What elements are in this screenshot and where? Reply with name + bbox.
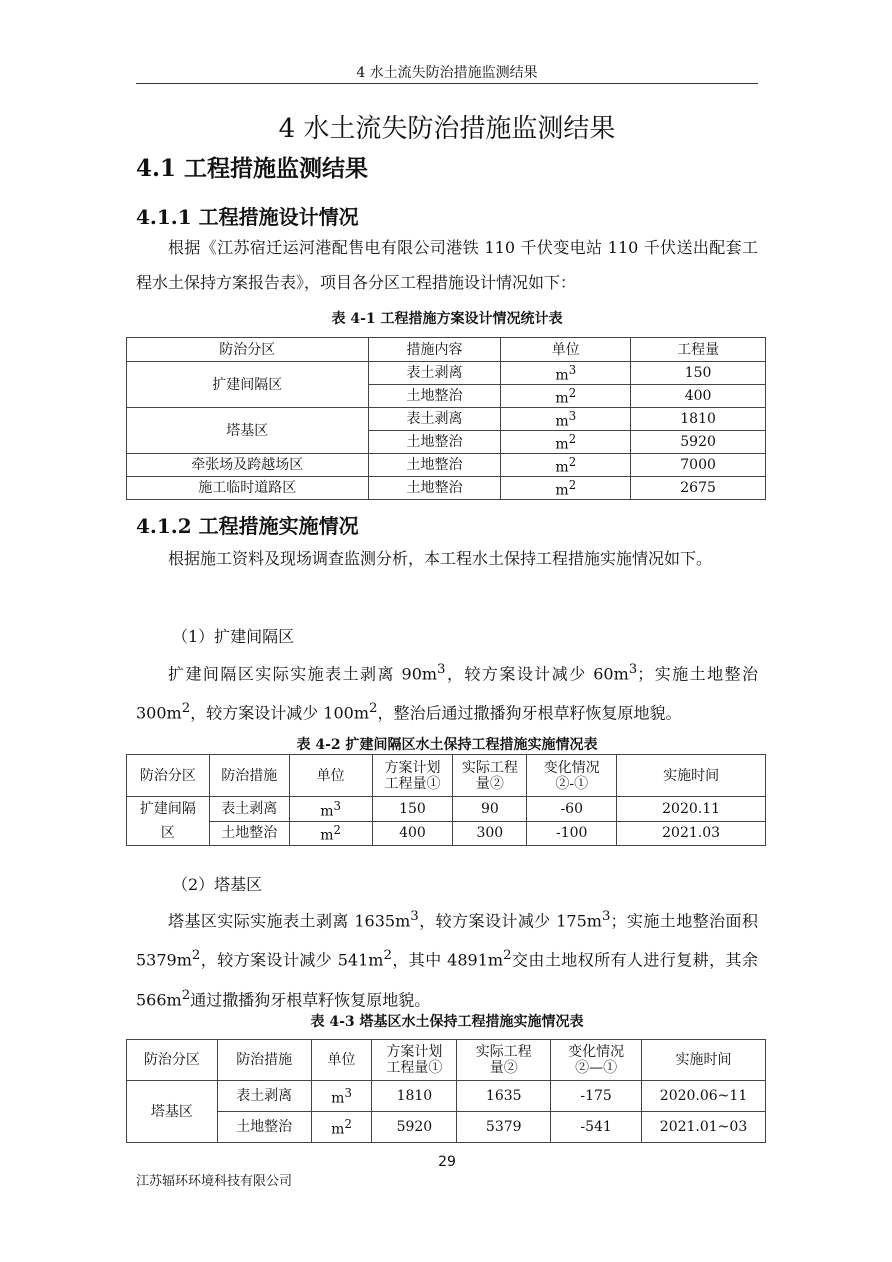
- table-header-cell: 实施时间: [642, 1040, 766, 1081]
- running-header: 4 水土流失防治措施监测结果: [356, 65, 538, 81]
- zone-cell: 扩建间隔区: [127, 362, 369, 408]
- header-rule: [136, 83, 758, 84]
- plan-cell: 150: [372, 797, 453, 822]
- unit-cell: $m^2$: [501, 477, 631, 500]
- table-header-cell: 单位: [289, 755, 372, 797]
- table-header-cell: 方案计划工程量①: [372, 755, 453, 797]
- actual-cell: 1635: [457, 1081, 551, 1112]
- plan-cell: 1810: [372, 1081, 457, 1112]
- table-4-1-caption: 表 4-1 工程措施方案设计情况统计表: [331, 311, 563, 327]
- measure-cell: 表土剥离: [368, 408, 501, 431]
- quantity-cell: 5920: [631, 431, 766, 454]
- item-2-heading: （2）塔基区: [172, 875, 263, 894]
- quantity-cell: 400: [631, 385, 766, 408]
- table-4-2-caption: 表 4-2 扩建间隔区水土保持工程措施实施情况表: [296, 737, 598, 753]
- zone-cell: 塔基区: [127, 1081, 218, 1143]
- section-4-1-2-heading: 4.1.2 工程措施实施情况: [136, 514, 359, 538]
- unit-cell: $m^3$: [501, 408, 631, 431]
- section-4-1-1-paragraph: 根据《江苏宿迁运河港配售电有限公司港铁 110 千伏变电站 110 千伏送出配套工程水土保持方案报告表》，项目各分区工程措施设计情况如下：: [136, 238, 758, 292]
- table-header-cell: 实际工程量②: [453, 755, 527, 797]
- unit-cell: $m^3$: [289, 797, 372, 822]
- actual-cell: 300: [453, 821, 527, 846]
- unit-cell: $m^2$: [311, 1112, 372, 1143]
- plan-cell: 5920: [372, 1112, 457, 1143]
- table-header-cell: 防治措施: [209, 755, 289, 797]
- table-header-cell: 变化情况②—①: [551, 1040, 642, 1081]
- item-1-heading: （1）扩建间隔区: [172, 627, 295, 646]
- measure-cell: 土地整治: [209, 821, 289, 846]
- zone-cell: 施工临时道路区: [127, 477, 369, 500]
- unit-cell: $m^2$: [501, 385, 631, 408]
- measure-cell: 土地整治: [217, 1112, 311, 1143]
- unit-cell: $m^2$: [501, 431, 631, 454]
- zone-cell: 牵张场及跨越场区: [127, 454, 369, 477]
- table-header-cell: 工程量: [631, 338, 766, 362]
- table-header-cell: 防治分区: [127, 755, 210, 797]
- table-4-3-caption: 表 4-3 塔基区水土保持工程措施实施情况表: [310, 1014, 584, 1030]
- table-header-cell: 变化情况②-①: [527, 755, 617, 797]
- measure-cell: 土地整治: [368, 477, 501, 500]
- footer-company: 江苏辐环环境科技有限公司: [136, 1174, 293, 1189]
- table-4-1: [126, 337, 766, 500]
- time-cell: 2020.06~11: [642, 1081, 766, 1112]
- table-header-cell: 单位: [501, 338, 631, 362]
- time-cell: 2021.01~03: [642, 1112, 766, 1143]
- change-cell: -100: [527, 821, 617, 846]
- actual-cell: 90: [453, 797, 527, 822]
- quantity-cell: 150: [631, 362, 766, 385]
- zone-cell: 扩建间隔区: [127, 797, 210, 846]
- unit-cell: $m^3$: [311, 1081, 372, 1112]
- quantity-cell: 2675: [631, 477, 766, 500]
- time-cell: 2021.03: [617, 821, 766, 846]
- table-header-cell: 措施内容: [368, 338, 501, 362]
- table-header-cell: 防治分区: [127, 338, 369, 362]
- section-4-1-heading: 4.1 工程措施监测结果: [136, 155, 369, 182]
- unit-cell: $m^2$: [289, 821, 372, 846]
- measure-cell: 土地整治: [368, 454, 501, 477]
- section-4-1-2-paragraph: 根据施工资料及现场调查监测分析，本工程水土保持工程措施实施情况如下。: [168, 549, 713, 568]
- table-header-cell: 单位: [311, 1040, 372, 1081]
- unit-cell: $m^3$: [501, 362, 631, 385]
- item-2-paragraph: 塔基区实际实施表土剥离 $1635m^3$，较方案设计减少 $175m^3$；实施土地整治面积 $5379m^2$，较方案设计减少 $541m^2$，其中 $4891m^2$交由土地权所有人进行复耕，其余 $566m^2$通过撒播狗牙根草籽恢复原地貌。: [136, 909, 758, 1009]
- table-header-cell: 防治措施: [217, 1040, 311, 1081]
- table-4-3: [126, 1039, 766, 1143]
- measure-cell: 土地整治: [368, 431, 501, 454]
- table-header-cell: 实施时间: [617, 755, 766, 797]
- quantity-cell: 1810: [631, 408, 766, 431]
- measure-cell: 表土剥离: [368, 362, 501, 385]
- item-1-paragraph: 扩建间隔区实际实施表土剥离 $90m^3$，较方案设计减少 $60m^3$；实施土地整治 $300m^2$，较方案设计减少 $100m^2$，整治后通过撒播狗牙根草籽恢复原地貌。: [136, 662, 758, 723]
- measure-cell: 土地整治: [368, 385, 501, 408]
- plan-cell: 400: [372, 821, 453, 846]
- change-cell: -60: [527, 797, 617, 822]
- change-cell: -175: [551, 1081, 642, 1112]
- table-4-2: [126, 754, 766, 846]
- zone-cell: 塔基区: [127, 408, 369, 454]
- measure-cell: 表土剥离: [209, 797, 289, 822]
- section-4-1-1-heading: 4.1.1 工程措施设计情况: [136, 205, 359, 229]
- unit-cell: $m^2$: [501, 454, 631, 477]
- time-cell: 2020.11: [617, 797, 766, 822]
- table-header-cell: 防治分区: [127, 1040, 218, 1081]
- page-number: 29: [438, 1154, 456, 1170]
- actual-cell: 5379: [457, 1112, 551, 1143]
- change-cell: -541: [551, 1112, 642, 1143]
- table-header-cell: 实际工程量②: [457, 1040, 551, 1081]
- table-header-cell: 方案计划工程量①: [372, 1040, 457, 1081]
- measure-cell: 表土剥离: [217, 1081, 311, 1112]
- chapter-title: 4 水土流失防治措施监测结果: [278, 114, 616, 144]
- quantity-cell: 7000: [631, 454, 766, 477]
